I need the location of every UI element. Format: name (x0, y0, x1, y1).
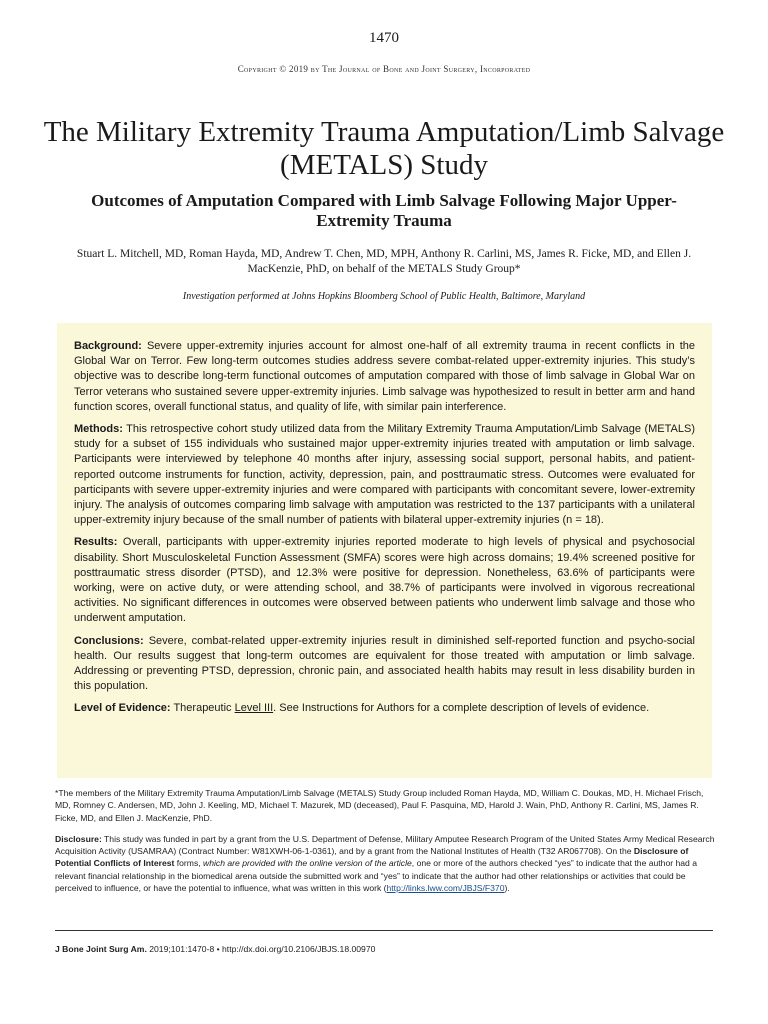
article-title: The Military Extremity Trauma Amputation/Limb Salvage (METALS) Study (43, 116, 725, 181)
disclosure-text-3: , one or more of the authors checked “yes” to indicate that the author had a relevant financial relationship in the biomedical arena outside the submitted work and “yes” to indicate that the author had other relationships or activities that could be perceived to influence, or have the potential to influence, what was written in this work ( (55, 858, 697, 894)
abstract-conclusions (74, 634, 695, 695)
methods-heading: Methods: (74, 423, 123, 436)
journal-citation (55, 944, 715, 954)
background-heading: Background: (74, 340, 142, 352)
investigation-note: Investigation performed at Johns Hopkins Bloomberg School of Public Health, Baltimore, Maryland (182, 291, 586, 302)
footer-divider (55, 930, 713, 931)
journal-reference: 2019;101:1470-8 (149, 944, 215, 954)
disclosure-link[interactable]: http://links.lww.com/JBJS/F370 (386, 883, 505, 894)
abstract-background (74, 339, 695, 415)
page-number: 1470 (369, 30, 399, 46)
disclosure-footnote (55, 833, 715, 894)
journal-abbrev: J Bone Joint Surg Am. (55, 944, 147, 954)
abstract-level-of-evidence (74, 701, 695, 716)
loe-post: . See Instructions for Authors for a complete description of levels of evidence. (273, 702, 650, 715)
disclosure-text-2: forms, (176, 858, 201, 869)
bullet-separator: • (216, 944, 220, 954)
study-group-footnote: *The members of the Military Extremity Trauma Amputation/Limb Salvage (METALS) Study Group included Roman Hayda, MD, William C. Doukas, MD, H. Michael Frisch, MD, Romney C. Andersen, MD, John J. Keeling, MD, Michael T. Mazurek, MD (deceased), Paul F. Pasquina, MD, Harold J. Wain, PhD, Anthony R. Carlini, MS, James R. Ficke, MD, and Ellen J. MacKenzie, PhD. (55, 788, 704, 823)
disclosure-italic-text: which are provided with the online version of the article (203, 858, 412, 869)
conclusions-text: Severe, combat-related upper-extremity injuries result in diminished self-reported function and psycho-social health. Our results suggest that long-term outcomes are equivalent for those treated with amputation or limb salvage. Addressing or preventing PTSD, depression, chronic pain, and associated health habits may result in less disability burden in this population. (74, 634, 695, 693)
copyright-line: Copyright © 2019 by The Journal of Bone and Joint Surgery, Incorporated (237, 64, 531, 74)
doi-link[interactable]: http://dx.doi.org/10.2106/JBJS.18.00970 (222, 944, 376, 954)
results-heading: Results: (74, 536, 118, 549)
abstract-methods (74, 422, 695, 528)
footnotes (55, 787, 715, 903)
methods-text: This retrospective cohort study utilized data from the Military Extremity Trauma Amputation/Limb Salvage (METALS) study for a subset of 155 individuals who sustained major upper-extremity injuries treated with amputation or limb salvage. Participants were interviewed by telephone 40 months after injury, assessing social support, personal habits, and patient-reported outcome instruments for function, activity, depression, pain, and posttraumatic stress. Outcomes were evaluated for participants with severe upper-extremity injuries and were compared with participants with concomitant severe, lower-extremity injury. The analysis of outcomes comparing limb salvage with amputation was restricted to the 137 participants with a unilateral upper-extremity injury because of the small number of patients with bilateral upper-extremity injuries (n = 18). (74, 423, 695, 527)
disclosure-text-1: This study was funded in part by a grant from the U.S. Department of Defense, Military Amputee Research Program of the United States Army Medical Research Acquisition Activity (USAMRAA) (Contract Number: W81XWH-06-1-0361), and by a grant from the National Institutes of Health (T32 AR067708). On the (55, 833, 715, 857)
disclosure-heading: Disclosure: (55, 833, 102, 844)
loe-pre: Therapeutic (173, 702, 232, 715)
abstract-results (74, 535, 695, 626)
level-iii-link[interactable]: Level III (234, 702, 274, 715)
author-list: Stuart L. Mitchell, MD, Roman Hayda, MD, Andrew T. Chen, MD, MPH, Anthony R. Carlini, MS, James R. Ficke, MD, and Ellen J. MacKenzie, PhD, on behalf of the METALS Study Group* (76, 248, 692, 275)
abstract-box (57, 323, 712, 778)
results-text: Overall, participants with upper-extremity injuries reported moderate to high levels of physical and psychosocial disability. Short Musculoskeletal Function Assessment (SMFA) scores were high across domains; 19.4% screened positive for posttraumatic stress disorder (PTSD), and 12.3% were positive for depression. Nonetheless, 63.6% of participants were working, were on active duty, or were attending school, and 38.7% of participants were involved in vigorous recreational activities. No significant differences in outcomes were observed between patients who underwent limb salvage and those who underwent amputation. (74, 536, 696, 625)
background-text: Severe upper-extremity injuries account for almost one-half of all extremity trauma in recent conflicts in the Global War on Terror. Few long-term outcomes studies address severe combat-related upper-extremity injuries. This study’s objective was to describe long-term functional outcomes of amputation compared with those of limb salvage in Global War on Terror veterans who sustained severe upper-extremity injuries. Limb salvage was hypothesized to result in better arm and hand function scores, overall functional status, and quality of life, with similar pain interference. (74, 340, 695, 413)
article-subtitle: Outcomes of Amputation Compared with Limb Salvage Following Major Upper-Extremity Trauma (91, 191, 677, 230)
disclosure-forms-label: Disclosure of Potential Conflicts of Interest (55, 846, 689, 869)
loe-heading: Level of Evidence: (74, 702, 171, 715)
disclosure-text-4: ). (504, 883, 510, 894)
conclusions-heading: Conclusions: (74, 634, 144, 647)
